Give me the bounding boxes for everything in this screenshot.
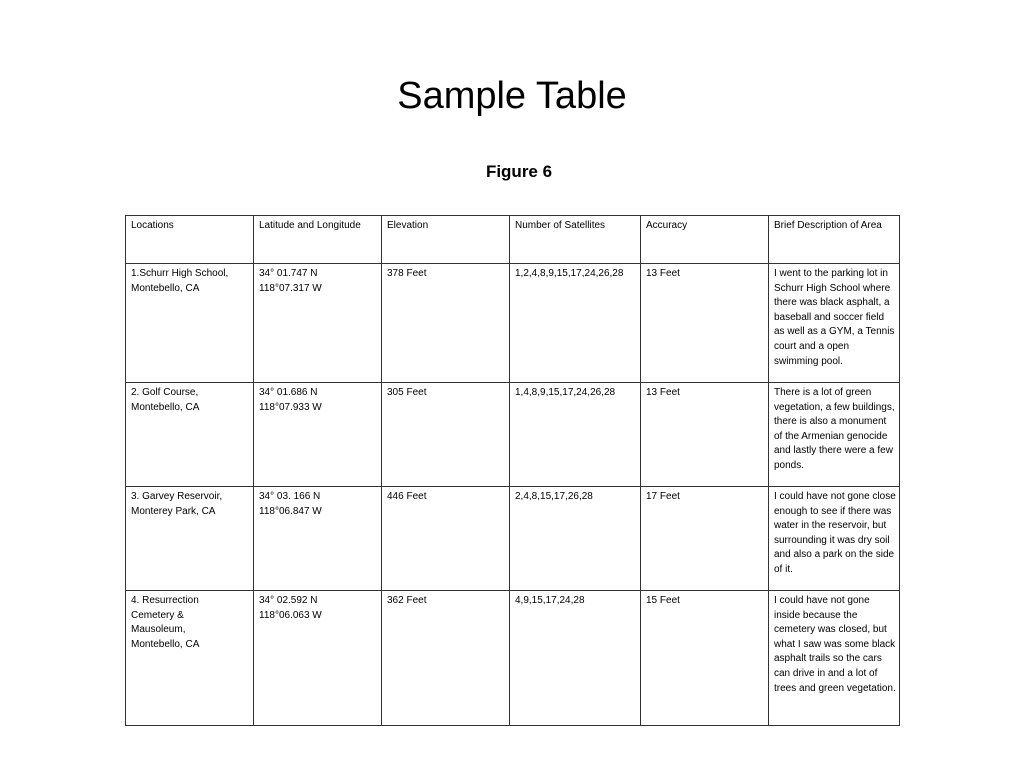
description-cell: I went to the parking lot in Schurr High School where there was black asphalt, a baseball and soccer field as well as a GYM, a Tennis court and a open swimming pool. bbox=[769, 264, 900, 383]
figure-caption: Figure 6 bbox=[485, 162, 553, 181]
lat-long-cell: 34° 01.747 N 118°07.317 W bbox=[254, 264, 382, 383]
satellites-cell: 2,4,8,15,17,26,28 bbox=[510, 487, 641, 591]
lat-long-cell: 34° 03. 166 N 118°06.847 W bbox=[254, 487, 382, 591]
location-cell: 3. Garvey Reservoir, Monterey Park, CA bbox=[126, 487, 254, 591]
location-cell: 1.Schurr High School, Montebello, CA bbox=[126, 264, 254, 383]
satellites-cell: 1,2,4,8,9,15,17,24,26,28 bbox=[510, 264, 641, 383]
table-row bbox=[126, 487, 900, 591]
description-cell: I could have not gone close enough to see if there was water in the reservoir, but surrounding it was dry soil and also a park on the side of it. bbox=[769, 487, 900, 591]
elevation-cell: 446 Feet bbox=[382, 487, 510, 591]
description-cell: There is a lot of green vegetation, a few buildings, there is also a monument of the Armenian genocide and lastly there were a few ponds. bbox=[769, 383, 900, 487]
header-description: Brief Description of Area bbox=[769, 216, 900, 264]
description-cell: I could have not gone inside because the cemetery was closed, but what I saw was some black asphalt trails so the cars can drive in and a lot of trees and green vegetation. bbox=[769, 591, 900, 726]
header-lat-long: Latitude and Longitude bbox=[254, 216, 382, 264]
elevation-cell: 378 Feet bbox=[382, 264, 510, 383]
elevation-cell: 305 Feet bbox=[382, 383, 510, 487]
table-row bbox=[126, 591, 900, 726]
header-satellites: Number of Satellites bbox=[510, 216, 641, 264]
location-cell: 2. Golf Course, Montebello, CA bbox=[126, 383, 254, 487]
table-row bbox=[126, 264, 900, 383]
accuracy-cell: 17 Feet bbox=[641, 487, 769, 591]
table-header-row bbox=[126, 216, 900, 264]
satellites-cell: 1,4,8,9,15,17,24,26,28 bbox=[510, 383, 641, 487]
slide-title: Sample Table bbox=[397, 75, 627, 117]
elevation-cell: 362 Feet bbox=[382, 591, 510, 726]
accuracy-cell: 15 Feet bbox=[641, 591, 769, 726]
data-table bbox=[125, 215, 900, 726]
lat-long-cell: 34° 01.686 N 118°07.933 W bbox=[254, 383, 382, 487]
location-cell: 4. Resurrection Cemetery & Mausoleum, Montebello, CA bbox=[126, 591, 254, 726]
satellites-cell: 4,9,15,17,24,28 bbox=[510, 591, 641, 726]
header-elevation: Elevation bbox=[382, 216, 510, 264]
table-row bbox=[126, 383, 900, 487]
accuracy-cell: 13 Feet bbox=[641, 383, 769, 487]
header-accuracy: Accuracy bbox=[641, 216, 769, 264]
accuracy-cell: 13 Feet bbox=[641, 264, 769, 383]
lat-long-cell: 34° 02.592 N 118°06.063 W bbox=[254, 591, 382, 726]
header-locations: Locations bbox=[126, 216, 254, 264]
